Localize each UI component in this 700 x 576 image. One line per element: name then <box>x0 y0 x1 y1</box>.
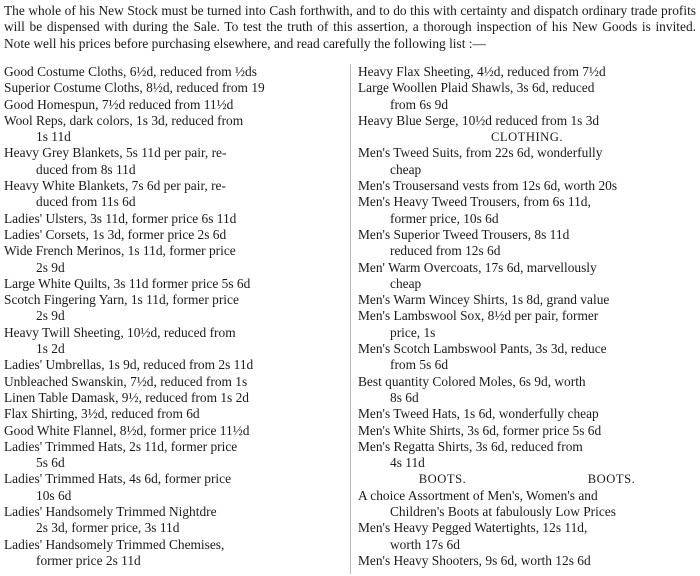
list-item: Ladies' Ulsters, 3s 11d, former price 6s 11d <box>4 210 237 226</box>
list-item: Heavy Flax Sheeting, 4½d, reduced from 7½d <box>358 64 606 79</box>
list-item: Large White Quilts, 3s 11d former price 5s 6d <box>4 275 251 291</box>
list-item: Men' Warm Overcoats, 17s 6d, marvellously cheap <box>358 259 597 291</box>
intro-paragraph: The whole of his New Stock must be turned into Cash forthwith, and to do this with certainty and dispatch ordinary trade profits will be dispensed with during the Sale. To test the truth of this assertion, a thorough inspection of his New Goods is invited. Note well his prices before purchasing elsewhere, and read carefully the following list :— <box>4 3 696 51</box>
list-item: Ladies' Umbrellas, 1s 9d, reduced from 2s 11d <box>4 357 254 373</box>
right-column <box>358 64 696 569</box>
list-item: Men's Heavy Shooters, 9s 6d, worth 12s 6d <box>358 552 591 568</box>
list-item: Men's Heavy Tweed Trousers, from 6s 11d, former price, 10s 6d <box>358 194 591 226</box>
list-item: Men's Superior Tweed Trousers, 8s 11d reduced from 12s 6d <box>358 226 570 259</box>
list-item: Ladies' Handsomely Trimmed Chemises, former price 2s 11d <box>4 536 225 568</box>
list-item: A choice Assortment of Men's, Women's and Children's Boots at fabulously Low Prices <box>358 487 616 520</box>
clothing-heading: CLOTHING. <box>490 130 563 145</box>
list-item: Superior Costume Cloths, 8½d, reduced from 19 <box>4 80 265 96</box>
boots-heading-right: BOOTS. <box>587 472 636 487</box>
list-item: Heavy White Blankets, 7s 6d per pair, re- duced from 11s 6d <box>4 178 226 210</box>
list-item: Best quantity Colored Moles, 6s 9d, worth 8s 6d <box>358 373 586 405</box>
list-item: Men's Heavy Pegged Watertights, 12s 11d, worth 17s 6d <box>358 520 588 552</box>
left-column <box>4 64 342 569</box>
list-item: Good Costume Cloths, 6½d, reduced from ½ds <box>4 64 257 79</box>
list-item: Men's White Shirts, 3s 6d, former price 5s 6d <box>358 422 602 438</box>
list-item: Wide French Merinos, 1s 11d, former price 2s 9d <box>4 243 236 275</box>
list-item: Good White Flannel, 8½d, former price 11½d <box>4 422 250 438</box>
list-item: Men's Trousersand vests from 12s 6d, worth 20s <box>358 178 618 194</box>
list-item: Ladies' Handsomely Trimmed Nightdre 2s 3d, former price, 3s 11d <box>4 504 217 536</box>
list-item: Ladies' Trimmed Hats, 4s 6d, former price 10s 6d <box>4 471 232 503</box>
list-item: Men's Warm Wincey Shirts, 1s 8d, grand value <box>358 292 610 308</box>
list-item: Scotch Fingering Yarn, 1s 11d, former price 2s 9d <box>4 292 239 324</box>
boots-heading-left: BOOTS. <box>418 472 467 487</box>
list-item: Ladies' Corsets, 1s 3d, former price 2s 6d <box>4 226 227 242</box>
list-item: Heavy Twill Sheeting, 10½d, reduced from 1s 2d <box>4 324 236 357</box>
list-item: Men's Scotch Lambswool Pants, 3s 3d, reduce from 5s 6d <box>358 341 607 373</box>
list-item: Men's Regatta Shirts, 3s 6d, reduced from 4s 11d <box>358 438 583 471</box>
list-item: Flax Shirting, 3½d, reduced from 6d <box>4 406 200 422</box>
list-item: Men's Tweed Suits, from 22s 6d, wonderfully cheap <box>358 145 603 177</box>
list-item: Wool Reps, dark colors, 1s 3d, reduced from 1s 11d <box>4 112 244 145</box>
list-item: Good Homespun, 7½d reduced from 11½d <box>4 96 234 112</box>
list-item: Heavy Blue Serge, 10½d reduced from 1s 3d <box>358 112 600 128</box>
boots-heading <box>358 471 696 487</box>
column-divider <box>350 64 351 574</box>
list-item: Large Woollen Plaid Shawls, 3s 6d, reduced from 6s 9d <box>358 80 595 112</box>
list-item: Men's Tweed Hats, 1s 6d, wonderfully cheap <box>358 406 599 422</box>
list-item: Heavy Grey Blankets, 5s 11d per pair, re- duced from 8s 11d <box>4 145 227 177</box>
list-item: Ladies' Trimmed Hats, 2s 11d, former price 5s 6d <box>4 438 238 471</box>
list-item: Men's Lambswool Sox, 8½d per pair, former price, 1s <box>358 308 599 340</box>
list-item: Linen Table Damask, 9½, reduced from 1s 2d <box>4 389 249 405</box>
list-item: Unbleached Swanskin, 7½d, reduced from 1s <box>4 373 248 389</box>
